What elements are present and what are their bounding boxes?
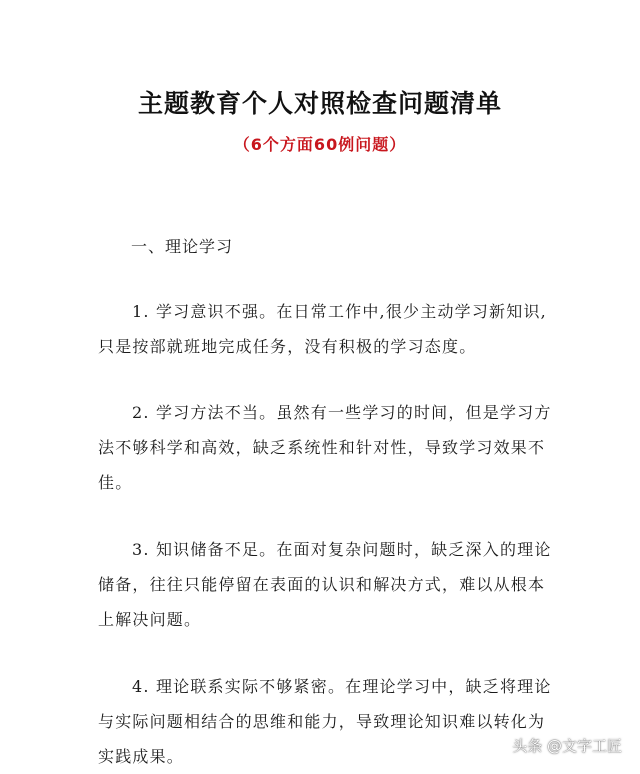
- paragraph-line: 4. 理论联系实际不够紧密。在理论学习中，缺乏将理论: [132, 677, 552, 696]
- document-title: 主题教育个人对照检查问题清单: [137, 89, 502, 118]
- section-heading-theory-study: 一、理论学习: [131, 237, 234, 256]
- paragraph-line: 上解决问题。: [98, 610, 202, 629]
- paragraph-item-1: [98, 294, 560, 364]
- paragraph-line: 佳。: [98, 473, 133, 492]
- paragraph-item-3: [98, 532, 560, 637]
- paragraph-item-2: [98, 395, 560, 500]
- paragraph-line: 1. 学习意识不强。在日常工作中,很少主动学习新知识,: [132, 302, 547, 321]
- paragraph-line: 与实际问题相结合的思维和能力，导致理论知识难以转化为: [98, 712, 546, 731]
- paragraph-item-4: [98, 669, 560, 774]
- document-subtitle: （6个方面60例问题）: [233, 135, 407, 154]
- watermark-label: 头条 @文字工匠: [512, 737, 622, 755]
- paragraph-line: 法不够科学和高效，缺乏系统性和针对性，导致学习效果不: [98, 438, 546, 457]
- paragraph-line: 储备，往往只能停留在表面的认识和解决方式，难以从根本: [98, 575, 546, 594]
- paragraph-line: 2. 学习方法不当。虽然有一些学习的时间，但是学习方: [132, 403, 552, 422]
- paragraph-line: 只是按部就班地完成任务，没有积极的学习态度。: [98, 337, 477, 356]
- paragraph-line: 3. 知识储备不足。在面对复杂问题时，缺乏深入的理论: [132, 540, 552, 559]
- paragraph-line: 实践成果。: [98, 747, 185, 766]
